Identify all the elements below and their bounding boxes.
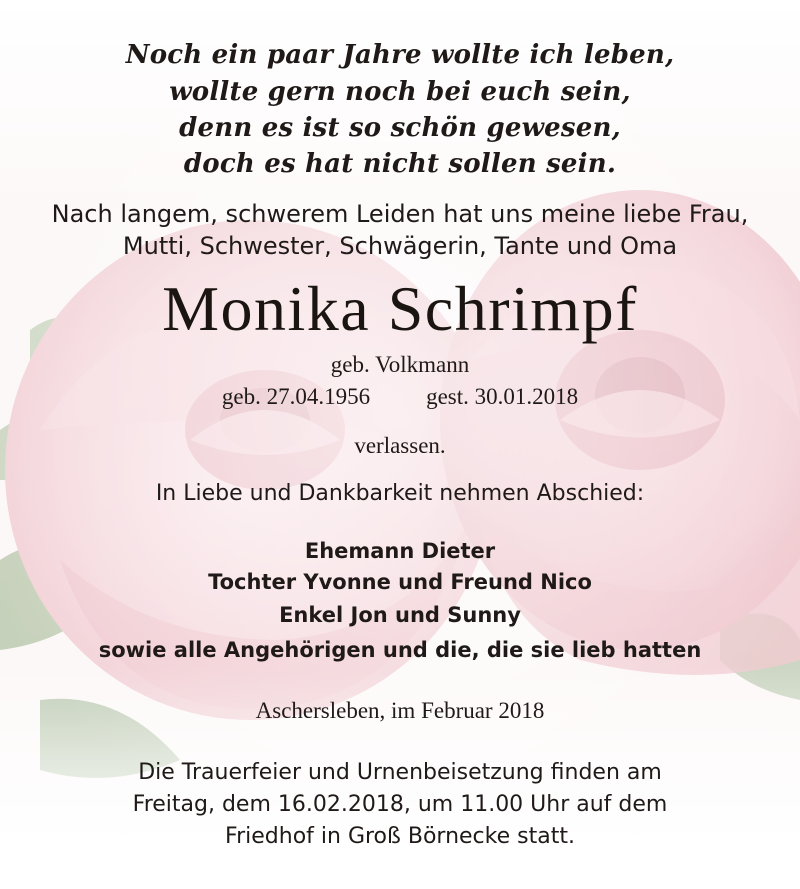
funeral-info-line: Friedhof in Groß Börnecke statt. — [225, 824, 575, 849]
maiden-name: geb. Volkmann — [330, 352, 470, 377]
birth-date: geb. 27.04.1956 — [221, 384, 371, 409]
intro-line-2: Mutti, Schwester, Schwägerin, Tante und Oma — [122, 232, 678, 260]
mourner-line: sowie alle Angehörigen und die, die sie lieb hatten — [98, 638, 702, 662]
funeral-info-line: Die Trauerfeier und Urnenbeisetzung finden am — [138, 760, 662, 785]
intro-line-1: Nach langem, schwerem Leiden hat uns meine liebe Frau, — [51, 200, 749, 228]
funeral-info-line: Freitag, dem 16.02.2018, um 11.00 Uhr auf dem — [132, 792, 668, 817]
mourner-line: Ehemann Dieter — [304, 539, 496, 563]
deceased-name: Monika Schrimpf — [162, 273, 638, 344]
verb-line: verlassen. — [354, 433, 446, 458]
place-and-date: Aschersleben, im Februar 2018 — [255, 698, 545, 723]
death-date: gest. 30.01.2018 — [426, 384, 579, 409]
mourner-line: Enkel Jon und Sunny — [279, 603, 521, 627]
farewell-line: In Liebe und Dankbarkeit nehmen Abschied: — [155, 481, 645, 506]
poem-line-1: Noch ein paar Jahre wollte ich leben, — [125, 40, 675, 70]
poem-line-2: wollte gern noch bei euch sein, — [169, 77, 631, 107]
life-dates — [0, 384, 800, 410]
poem-line-4: doch es hat nicht sollen sein. — [183, 149, 617, 179]
poem-line-3: denn es ist so schön gewesen, — [179, 113, 621, 143]
mourner-line: Tochter Yvonne und Freund Nico — [208, 570, 592, 594]
